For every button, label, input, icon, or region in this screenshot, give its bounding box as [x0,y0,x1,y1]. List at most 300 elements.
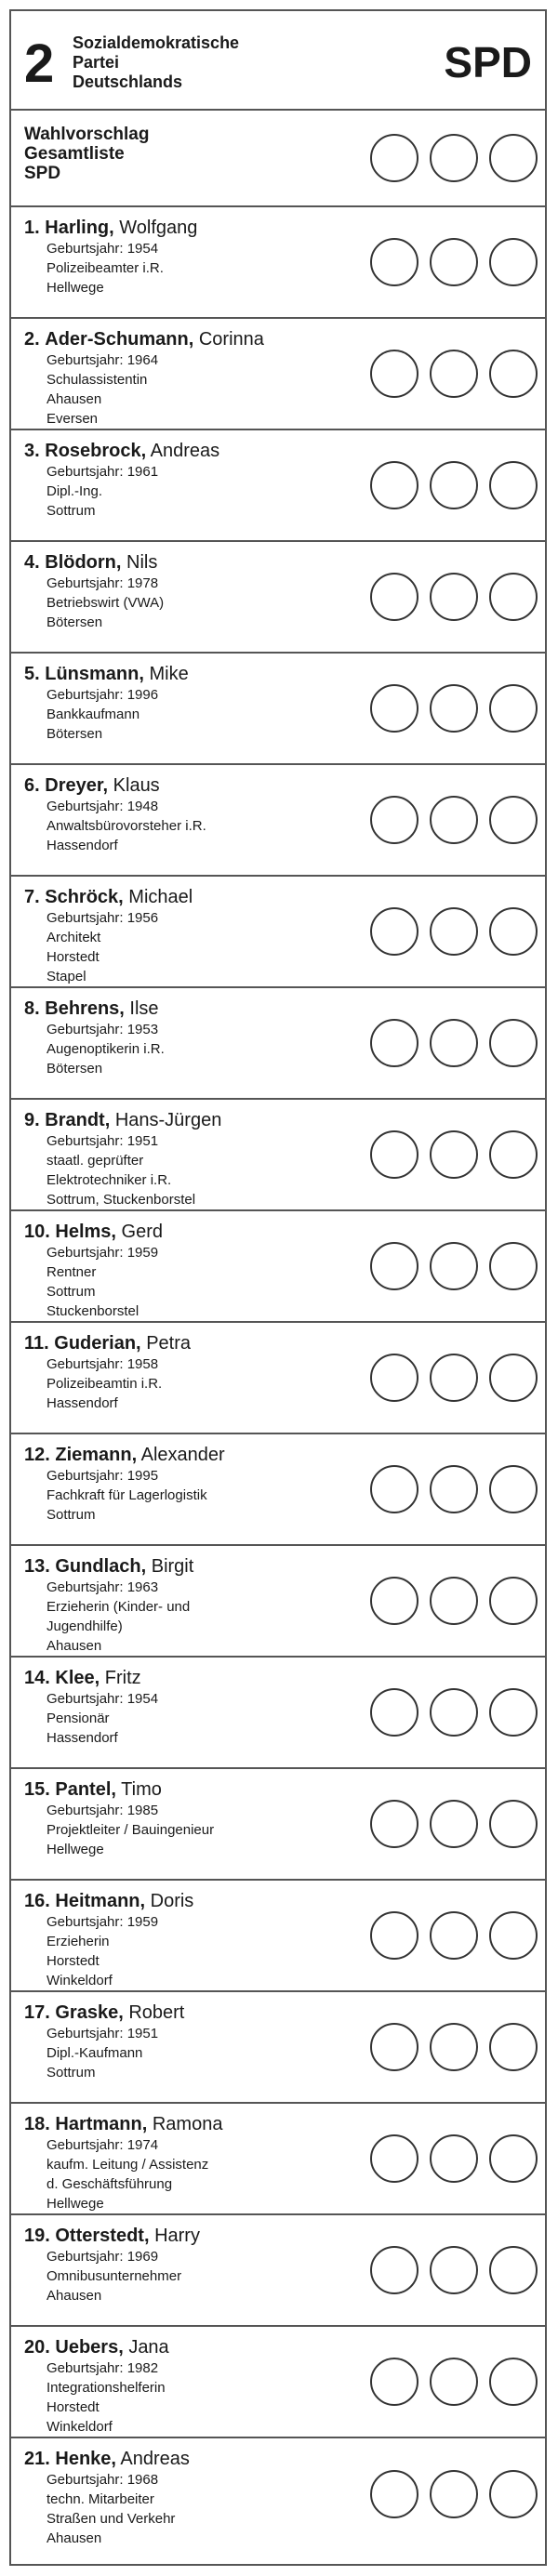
candidate-detail-line: Geburtsjahr: 1956 [46,910,159,926]
candidate-details [46,239,164,297]
candidate-last-name: Pantel, [55,1779,116,1800]
vote-circles [370,1800,538,1848]
candidate-row [11,1881,545,1992]
candidate-details [46,2247,181,2305]
vote-circle-2[interactable] [430,1911,478,1960]
vote-circle-3[interactable] [489,907,538,956]
candidate-details [46,2358,166,2437]
candidate-detail-line: Jugendhilfe) [46,1618,123,1634]
candidate-name [24,1778,162,1801]
vote-circle-3[interactable] [489,1354,538,1402]
candidate-first-name: Ramona [152,2114,223,2134]
candidate-detail-line: d. Geschäftsführung [46,2176,173,2192]
candidate-first-name: Jana [128,2337,169,2358]
candidate-first-name: Birgit [151,1556,194,1577]
candidate-detail-line: Geburtsjahr: 1961 [46,464,159,480]
candidate-detail-line: Horstedt [46,2399,100,2415]
candidate-last-name: Guderian, [54,1333,141,1354]
vote-circles [370,1354,538,1402]
candidate-detail-line: Projektleiter / Bauingenieur [46,1822,215,1838]
candidate-first-name: Robert [128,2002,185,2023]
vote-circles [370,134,538,182]
candidate-row [11,2215,545,2327]
candidate-number: 3. [24,441,40,461]
candidate-row [11,765,545,877]
candidate-details [46,1801,214,1859]
vote-circle-2[interactable] [430,1242,478,1290]
candidate-details [46,1131,195,1209]
candidate-first-name: Fritz [104,1668,141,1688]
vote-circle-3[interactable] [489,2470,538,2518]
vote-circle-1[interactable] [370,1577,418,1625]
candidate-detail-line: Winkeldorf [46,1973,113,1988]
candidate-row [11,1434,545,1546]
candidate-detail-line: Augenoptikerin i.R. [46,1041,165,1057]
candidate-row [11,988,545,1100]
vote-circles [370,1911,538,1960]
candidate-detail-line: Erzieherin [46,1934,110,1949]
candidate-detail-line: Stuckenborstel [46,1303,140,1319]
vote-circle-2[interactable] [430,1465,478,1513]
ballot-sheet [9,9,547,2566]
vote-circle-1[interactable] [370,2134,418,2183]
candidate-detail-line: Geburtsjahr: 1953 [46,1022,159,1037]
candidate-row [11,1546,545,1658]
candidate-details [46,1466,207,1525]
vote-circle-1[interactable] [370,796,418,844]
vote-circle-1[interactable] [370,2023,418,2071]
candidate-number: 15. [24,1779,50,1800]
vote-circle-2[interactable] [430,350,478,398]
vote-circle-3[interactable] [489,1242,538,1290]
vote-circle-2[interactable] [430,238,478,286]
list-title-line: SPD [24,164,61,183]
vote-circle-2[interactable] [430,907,478,956]
candidate-name [24,1890,193,1912]
party-header [11,11,545,111]
candidate-last-name: Harling, [45,218,114,238]
candidate-name [24,2448,190,2470]
vote-circles [370,1465,538,1513]
candidate-details [46,908,158,986]
candidate-detail-line: Geburtsjahr: 1951 [46,1133,159,1149]
vote-circle-3[interactable] [489,1130,538,1179]
candidate-detail-line: Geburtsjahr: 1974 [46,2137,159,2153]
vote-circle-3[interactable] [489,134,538,182]
candidate-first-name: Harry [154,2226,200,2246]
candidate-row [11,319,545,430]
party-name [73,33,239,92]
candidate-last-name: Graske, [55,2002,124,2023]
vote-circle-3[interactable] [489,2134,538,2183]
candidate-first-name: Klaus [113,775,160,796]
vote-circle-3[interactable] [489,1911,538,1960]
list-title-line: Wahlvorschlag [24,125,150,144]
vote-circle-1[interactable] [370,461,418,509]
candidate-row [11,542,545,654]
vote-circle-2[interactable] [430,134,478,182]
candidate-number: 6. [24,775,40,796]
candidate-details [46,797,206,855]
candidate-number: 19. [24,2226,50,2246]
vote-circle-2[interactable] [430,1130,478,1179]
candidate-detail-line: Polizeibeamter i.R. [46,260,164,276]
candidate-row [11,1992,545,2104]
candidate-details [46,2470,175,2548]
candidate-detail-line: Geburtsjahr: 1985 [46,1803,159,1818]
candidate-last-name: Henke, [55,2449,116,2469]
vote-circle-1[interactable] [370,134,418,182]
candidate-detail-line: Sottrum [46,2065,96,2081]
vote-circles [370,573,538,621]
vote-circle-1[interactable] [370,1688,418,1737]
candidate-last-name: Uebers, [55,2337,124,2358]
candidate-detail-line: Winkeldorf [46,2419,113,2435]
candidate-detail-line: Pensionär [46,1711,110,1726]
candidate-last-name: Dreyer, [45,775,109,796]
candidate-detail-line: Sottrum [46,503,96,519]
vote-circle-2[interactable] [430,1800,478,1848]
vote-circle-1[interactable] [370,2470,418,2518]
vote-circle-1[interactable] [370,1354,418,1402]
list-title-line: Gesamtliste [24,144,125,164]
vote-circle-2[interactable] [430,1577,478,1625]
vote-circle-2[interactable] [430,2023,478,2071]
candidate-detail-line: Ahausen [46,391,102,407]
candidate-detail-line: Ahausen [46,2288,102,2304]
party-number: 2 [24,33,55,94]
party-name-line: Deutschlands [73,73,183,91]
party-name-line: Sozialdemokratische [73,33,240,52]
vote-circle-2[interactable] [430,684,478,733]
vote-circles [370,2134,538,2183]
vote-circles [370,796,538,844]
vote-circles [370,2470,538,2518]
candidate-details [46,2135,208,2213]
candidate-number: 12. [24,1445,50,1465]
vote-circles [370,1019,538,1067]
candidate-number: 21. [24,2449,50,2469]
vote-circle-2[interactable] [430,1019,478,1067]
candidate-number: 9. [24,1110,40,1130]
candidate-number: 16. [24,1891,50,1911]
candidate-detail-line: Geburtsjahr: 1995 [46,1468,159,1484]
candidate-detail-line: Integrationshelferin [46,2380,166,2396]
candidate-row [11,2327,545,2438]
candidate-detail-line: Rentner [46,1264,97,1280]
candidate-detail-line: Straßen und Verkehr [46,2511,176,2527]
candidate-detail-line: Betriebswirt (VWA) [46,595,165,611]
list-vote-row [11,111,545,207]
candidate-number: 14. [24,1668,50,1688]
vote-circle-3[interactable] [489,796,538,844]
candidate-last-name: Heitmann, [55,1891,146,1911]
vote-circle-3[interactable] [489,350,538,398]
candidate-name [24,2001,184,2024]
candidate-details [46,1912,158,1990]
candidate-number: 7. [24,887,40,907]
candidate-last-name: Rosebrock, [45,441,147,461]
vote-circle-1[interactable] [370,238,418,286]
vote-circle-2[interactable] [430,2246,478,2294]
vote-circle-3[interactable] [489,1577,538,1625]
candidate-detail-line: Anwaltsbürovorsteher i.R. [46,818,206,834]
vote-circle-3[interactable] [489,2023,538,2071]
candidate-first-name: Mike [149,664,189,684]
candidate-detail-line: Geburtsjahr: 1954 [46,1691,159,1707]
vote-circle-1[interactable] [370,1130,418,1179]
candidate-detail-line: Schulassistentin [46,372,148,388]
candidate-details [46,1354,162,1413]
list-title [24,125,149,183]
candidate-row [11,430,545,542]
candidate-detail-line: Geburtsjahr: 1969 [46,2249,159,2265]
candidate-first-name: Petra [146,1333,191,1354]
candidate-name [24,2336,169,2358]
candidate-detail-line: Dipl.-Kaufmann [46,2045,143,2061]
candidate-name [24,1109,221,1131]
vote-circle-2[interactable] [430,796,478,844]
candidate-detail-line: Horstedt [46,949,100,965]
candidate-row [11,2104,545,2215]
candidate-detail-line: Fachkraft für Lagerlogistik [46,1487,207,1503]
candidate-detail-line: Polizeibeamtin i.R. [46,1376,163,1392]
vote-circles [370,1688,538,1737]
vote-circle-3[interactable] [489,684,538,733]
candidate-last-name: Hartmann, [55,2114,148,2134]
vote-circle-1[interactable] [370,573,418,621]
candidate-first-name: Wolfgang [119,218,198,238]
vote-circles [370,907,538,956]
vote-circle-2[interactable] [430,2134,478,2183]
candidate-name [24,1221,163,1243]
candidate-first-name: Alexander [140,1445,225,1465]
candidate-detail-line: Geburtsjahr: 1948 [46,799,159,814]
candidate-last-name: Ziemann, [55,1445,138,1465]
candidate-name [24,2113,222,2135]
candidate-number: 13. [24,1556,50,1577]
candidate-first-name: Timo [121,1779,162,1800]
candidate-row [11,1769,545,1881]
candidate-last-name: Helms, [55,1222,116,1242]
vote-circle-2[interactable] [430,573,478,621]
candidate-first-name: Andreas [150,441,220,461]
vote-circle-1[interactable] [370,1465,418,1513]
candidate-name [24,774,160,797]
candidate-name [24,1667,141,1689]
candidate-detail-line: Hassendorf [46,838,118,853]
candidate-row [11,1658,545,1769]
candidate-number: 8. [24,998,40,1019]
candidate-first-name: Nils [126,552,158,573]
candidate-name [24,328,264,350]
candidate-name [24,886,193,908]
candidate-details [46,574,164,632]
party-name-line: Partei [73,53,120,72]
vote-circle-2[interactable] [430,1688,478,1737]
vote-circle-3[interactable] [489,1465,538,1513]
candidate-detail-line: Ahausen [46,2530,102,2546]
vote-circles [370,684,538,733]
candidate-first-name: Andreas [120,2449,190,2469]
candidate-row [11,877,545,988]
candidate-name [24,1444,225,1466]
candidate-name [24,997,159,1020]
vote-circle-2[interactable] [430,2470,478,2518]
candidate-number: 1. [24,218,40,238]
candidate-name [24,2225,200,2247]
candidate-detail-line: Ahausen [46,1638,102,1654]
candidate-detail-line: Sottrum [46,1284,96,1300]
candidate-number: 2. [24,329,40,350]
vote-circle-3[interactable] [489,1688,538,1737]
vote-circle-1[interactable] [370,350,418,398]
candidate-detail-line: Bankkaufmann [46,707,140,722]
candidate-detail-line: Hellwege [46,1842,104,1857]
candidate-detail-line: Geburtsjahr: 1996 [46,687,159,703]
candidate-detail-line: Bötersen [46,726,103,742]
candidate-first-name: Doris [150,1891,194,1911]
candidate-name [24,1332,191,1354]
candidate-detail-line: staatl. geprüfter [46,1153,144,1169]
candidate-details [46,350,158,429]
candidate-last-name: Klee, [55,1668,100,1688]
candidate-details [46,2024,158,2082]
candidate-detail-line: Geburtsjahr: 1954 [46,241,159,257]
vote-circle-3[interactable] [489,573,538,621]
candidate-detail-line: Erzieherin (Kinder- und [46,1599,191,1615]
vote-circle-2[interactable] [430,1354,478,1402]
vote-circle-1[interactable] [370,2358,418,2406]
candidate-row [11,1100,545,1211]
vote-circles [370,1130,538,1179]
candidate-detail-line: Geburtsjahr: 1959 [46,1914,159,1930]
vote-circles [370,2246,538,2294]
candidate-details [46,685,158,744]
candidate-detail-line: Omnibusunternehmer [46,2268,182,2284]
candidate-first-name: Corinna [198,329,264,350]
vote-circle-1[interactable] [370,1800,418,1848]
candidate-name [24,1555,193,1578]
candidate-detail-line: Hassendorf [46,1730,118,1746]
candidate-detail-line: kaufm. Leitung / Assistenz [46,2157,209,2173]
candidate-first-name: Gerd [121,1222,163,1242]
vote-circle-3[interactable] [489,2358,538,2406]
candidate-detail-line: Hellwege [46,2196,104,2212]
candidate-detail-line: Bötersen [46,614,103,630]
candidate-detail-line: Sottrum [46,1507,96,1523]
vote-circle-2[interactable] [430,461,478,509]
candidate-name [24,551,157,574]
vote-circle-3[interactable] [489,1019,538,1067]
candidate-detail-line: Geburtsjahr: 1978 [46,575,159,591]
candidate-detail-line: techn. Mitarbeiter [46,2491,154,2507]
candidate-detail-line: Stapel [46,969,86,984]
candidate-detail-line: Hellwege [46,280,104,296]
vote-circle-3[interactable] [489,238,538,286]
candidate-number: 5. [24,664,40,684]
vote-circle-1[interactable] [370,907,418,956]
candidate-details [46,1243,158,1321]
candidate-detail-line: Sottrum, Stuckenborstel [46,1192,196,1208]
vote-circle-1[interactable] [370,1242,418,1290]
vote-circles [370,2358,538,2406]
candidate-number: 18. [24,2114,50,2134]
candidate-name [24,663,189,685]
candidate-detail-line: Geburtsjahr: 1958 [46,1356,159,1372]
candidate-detail-line: Horstedt [46,1953,100,1969]
candidate-detail-line: Bötersen [46,1061,103,1077]
candidate-row [11,207,545,319]
candidate-number: 4. [24,552,40,573]
candidate-last-name: Blödorn, [45,552,122,573]
vote-circles [370,1577,538,1625]
candidate-row [11,1211,545,1323]
vote-circle-1[interactable] [370,684,418,733]
candidate-detail-line: Architekt [46,930,101,945]
candidate-first-name: Ilse [129,998,159,1019]
vote-circles [370,2023,538,2071]
candidate-details [46,1020,165,1078]
candidate-row [11,654,545,765]
candidate-number: 11. [24,1333,49,1354]
candidate-row [11,2438,545,2550]
candidate-detail-line: Eversen [46,411,99,427]
party-abbreviation: SPD [444,38,532,86]
candidate-number: 10. [24,1222,50,1242]
candidate-last-name: Schröck, [45,887,124,907]
candidate-detail-line: Geburtsjahr: 1964 [46,352,159,368]
candidate-name [24,440,219,462]
candidate-number: 20. [24,2337,50,2358]
candidate-last-name: Behrens, [45,998,125,1019]
vote-circle-1[interactable] [370,2246,418,2294]
candidate-detail-line: Elektrotechniker i.R. [46,1172,172,1188]
candidate-detail-line: Geburtsjahr: 1959 [46,1245,159,1261]
candidate-last-name: Brandt, [45,1110,111,1130]
candidate-number: 17. [24,2002,50,2023]
vote-circle-1[interactable] [370,1911,418,1960]
vote-circles [370,238,538,286]
vote-circle-1[interactable] [370,1019,418,1067]
vote-circle-3[interactable] [489,2246,538,2294]
candidate-details [46,1689,158,1748]
candidate-details [46,462,158,521]
vote-circle-3[interactable] [489,461,538,509]
candidate-detail-line: Geburtsjahr: 1963 [46,1579,159,1595]
vote-circle-2[interactable] [430,2358,478,2406]
candidate-detail-line: Geburtsjahr: 1982 [46,2360,159,2376]
vote-circles [370,1242,538,1290]
candidate-detail-line: Geburtsjahr: 1951 [46,2026,159,2041]
candidate-last-name: Otterstedt, [55,2226,150,2246]
candidate-last-name: Ader-Schumann, [45,329,194,350]
candidate-name [24,217,197,239]
candidate-last-name: Gundlach, [55,1556,147,1577]
candidate-row [11,1323,545,1434]
vote-circles [370,461,538,509]
candidate-details [46,1578,190,1656]
candidate-last-name: Lünsmann, [45,664,144,684]
candidate-detail-line: Dipl.-Ing. [46,483,103,499]
candidate-first-name: Hans-Jürgen [114,1110,222,1130]
candidate-first-name: Michael [128,887,193,907]
vote-circle-3[interactable] [489,1800,538,1848]
candidate-list [11,207,545,2550]
candidate-detail-line: Hassendorf [46,1395,118,1411]
candidate-detail-line: Geburtsjahr: 1968 [46,2472,159,2488]
vote-circles [370,350,538,398]
